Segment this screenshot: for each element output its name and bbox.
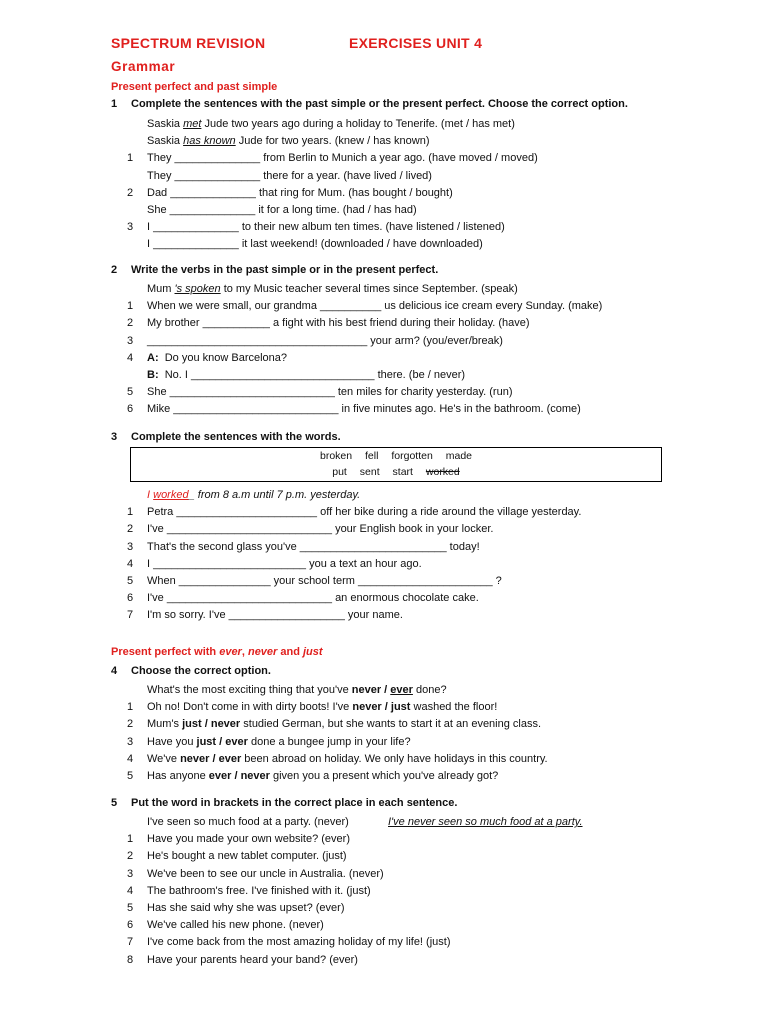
- exercise-item: 3 We've been to see our uncle in Australia. (never): [127, 867, 384, 880]
- example-sentence: Saskia met Jude two years ago during a holiday to Tenerife. (met / has met): [147, 118, 515, 130]
- exercise-item: I ______________ it last weekend! (downloaded / have downloaded): [147, 238, 483, 251]
- exercise-item: 6 Mike ___________________________ in five minutes ago. He's in the bathroom. (come): [127, 403, 581, 416]
- option-b: never: [240, 769, 270, 782]
- option-b: just: [390, 701, 411, 714]
- option-b: ever: [225, 735, 248, 748]
- exercise-item: 7 I'm so sorry. I've ___________________ your name.: [127, 609, 403, 622]
- exercise-4-instruction: [111, 665, 271, 677]
- exercise-3-lines: [127, 487, 581, 625]
- option-b: ever: [218, 752, 242, 765]
- exercise-item: 3 Have you just / ever done a bungee jump in your life?: [127, 735, 411, 748]
- word-option: fell: [365, 450, 379, 462]
- exercise-item: 1 When we were small, our grandma __________ us delicious ice cream every Sunday. (make): [127, 300, 603, 313]
- option-a: never: [180, 752, 210, 765]
- exercise-item: 1 Have you made your own website? (ever): [127, 833, 350, 846]
- worksheet-title-right: EXERCISES UNIT 4: [349, 35, 483, 51]
- exercise-item: 4 We've never / ever been abroad on holiday. We only have holidays in this country.: [127, 752, 548, 765]
- option-a: just: [182, 718, 202, 731]
- example-answer: worked: [153, 489, 189, 501]
- exercise-item: 6 We've called his new phone. (never): [127, 919, 324, 932]
- exercise-item: 2 He's bought a new tablet computer. (just): [127, 850, 347, 863]
- exercise-item: 5 Has she said why she was upset? (ever): [127, 901, 345, 914]
- word-option-crossed-out: worked: [425, 466, 460, 478]
- word-option: sent: [359, 466, 380, 478]
- example-sentence: Mum 's spoken to my Music teacher several times since September. (speak): [147, 283, 518, 295]
- exercise-item: 5 She ___________________________ ten miles for charity yesterday. (run): [127, 386, 513, 399]
- exercise-5-lines: [127, 814, 583, 969]
- example-sentence: I worked_ from 8 a.m until 7 p.m. yesterday.: [147, 489, 361, 501]
- exercise-item: 5 When _______________ your school term ______________________ ?: [127, 574, 502, 587]
- exercise-2-lines: [127, 281, 602, 419]
- exercise-1-instruction: [111, 98, 628, 110]
- exercise-number: 5: [111, 797, 118, 809]
- exercise-item: 2 Mum's just / never studied German, but she wants to start it at an evening class.: [127, 718, 542, 731]
- exercise-item: 1 Oh no! Don't come in with dirty boots! I've never / just washed the floor!: [127, 701, 498, 714]
- option-a: just: [196, 735, 217, 748]
- exercise-item: She ______________ it for a long time. (had / has had): [147, 203, 417, 216]
- example-answer: I've never seen so much food at a party.: [388, 816, 583, 828]
- instruction-text: Put the word in brackets in the correct place in each sentence.: [131, 797, 458, 809]
- worksheet-title-left: SPECTRUM REVISION: [111, 35, 266, 51]
- option-a: ever: [208, 769, 232, 782]
- word-option: put: [332, 466, 347, 478]
- instruction-text: Complete the sentences with the words.: [131, 431, 341, 443]
- example-sentence: Saskia has known Jude for two years. (knew / has known): [147, 135, 430, 148]
- speaker-label: B:: [147, 368, 159, 381]
- exercise-5-instruction: [111, 797, 457, 809]
- section-heading-ever-never-just: Present perfect with ever, never and just: [111, 646, 323, 658]
- option-a: never: [352, 701, 382, 714]
- exercise-item: 7 I've come back from the most amazing holiday of my life! (just): [127, 936, 451, 949]
- example-answer: ever: [390, 684, 413, 696]
- example-answer: 's spoken: [174, 283, 221, 295]
- word-box-row: [131, 464, 661, 480]
- exercise-item: B: No. I ______________________________ there. (be / never): [147, 368, 466, 381]
- exercise-number: 4: [111, 665, 118, 677]
- word-option: broken: [319, 450, 353, 462]
- exercise-2-instruction: [111, 264, 438, 276]
- example-sentence: I've seen so much food at a party. (never) I've never seen so much food at a party.: [127, 814, 451, 831]
- exercise-item: 3 That's the second glass you've ________________________ today!: [127, 540, 480, 553]
- exercise-item: 4 I _________________________ you a text an hour ago.: [127, 557, 422, 570]
- exercise-item: 5 Has anyone ever / never given you a present which you've already got?: [127, 769, 499, 782]
- exercise-item: 3 ____________________________________ your arm? (you/ever/break): [127, 334, 503, 347]
- instruction-text: Choose the correct option.: [131, 665, 271, 677]
- exercise-item: 4 A: Do you know Barcelona?: [127, 351, 288, 364]
- section-heading-present-perfect-past-simple: Present perfect and past simple: [111, 81, 278, 93]
- exercise-4-lines: [127, 682, 548, 785]
- example-sentence: What's the most exciting thing that you've never / ever done?: [147, 684, 447, 696]
- example-answer: has known: [183, 135, 236, 148]
- exercise-item: They ______________ there for a year. (have lived / lived): [147, 169, 432, 182]
- exercise-item: 2 I've ___________________________ your English book in your locker.: [127, 523, 494, 536]
- instruction-text: Write the verbs in the past simple or in the present perfect.: [131, 264, 439, 276]
- word-option: made: [445, 450, 473, 462]
- instruction-text: Complete the sentences with the past simple or the present perfect. Choose the correct option.: [131, 98, 628, 110]
- exercise-number: 1: [111, 98, 118, 110]
- option-b: never: [210, 718, 241, 731]
- exercise-item: 3 I ______________ to their new album ten times. (have listened / listened): [127, 221, 505, 234]
- exercise-item: 1 They ______________ from Berlin to Munich a year ago. (have moved / moved): [127, 152, 538, 165]
- exercise-item: 4 The bathroom's free. I've finished with it. (just): [127, 884, 371, 897]
- speaker-label: A:: [147, 351, 159, 364]
- word-box-row: [131, 448, 661, 464]
- exercise-item: 1 Petra _______________________ off her bike during a ride around the village yesterday.: [127, 506, 582, 519]
- word-option: start: [392, 466, 413, 478]
- exercise-item: 8 Have your parents heard your band? (ever): [127, 953, 358, 966]
- exercise-1-lines: [127, 116, 538, 254]
- grammar-heading: Grammar: [111, 59, 176, 74]
- example-answer: met: [183, 118, 202, 130]
- exercise-item: 6 I've ___________________________ an enormous chocolate cake.: [127, 592, 479, 605]
- exercise-3-instruction: [111, 431, 341, 443]
- word-option: forgotten: [391, 450, 433, 462]
- exercise-item: 2 Dad ______________ that ring for Mum. (has bought / bought): [127, 186, 453, 199]
- exercise-number: 2: [111, 264, 118, 276]
- option-a: never: [351, 684, 382, 696]
- exercise-number: 3: [111, 431, 118, 443]
- word-box: [130, 447, 662, 482]
- exercise-item: 2 My brother ___________ a fight with his best friend during their holiday. (have): [127, 317, 530, 330]
